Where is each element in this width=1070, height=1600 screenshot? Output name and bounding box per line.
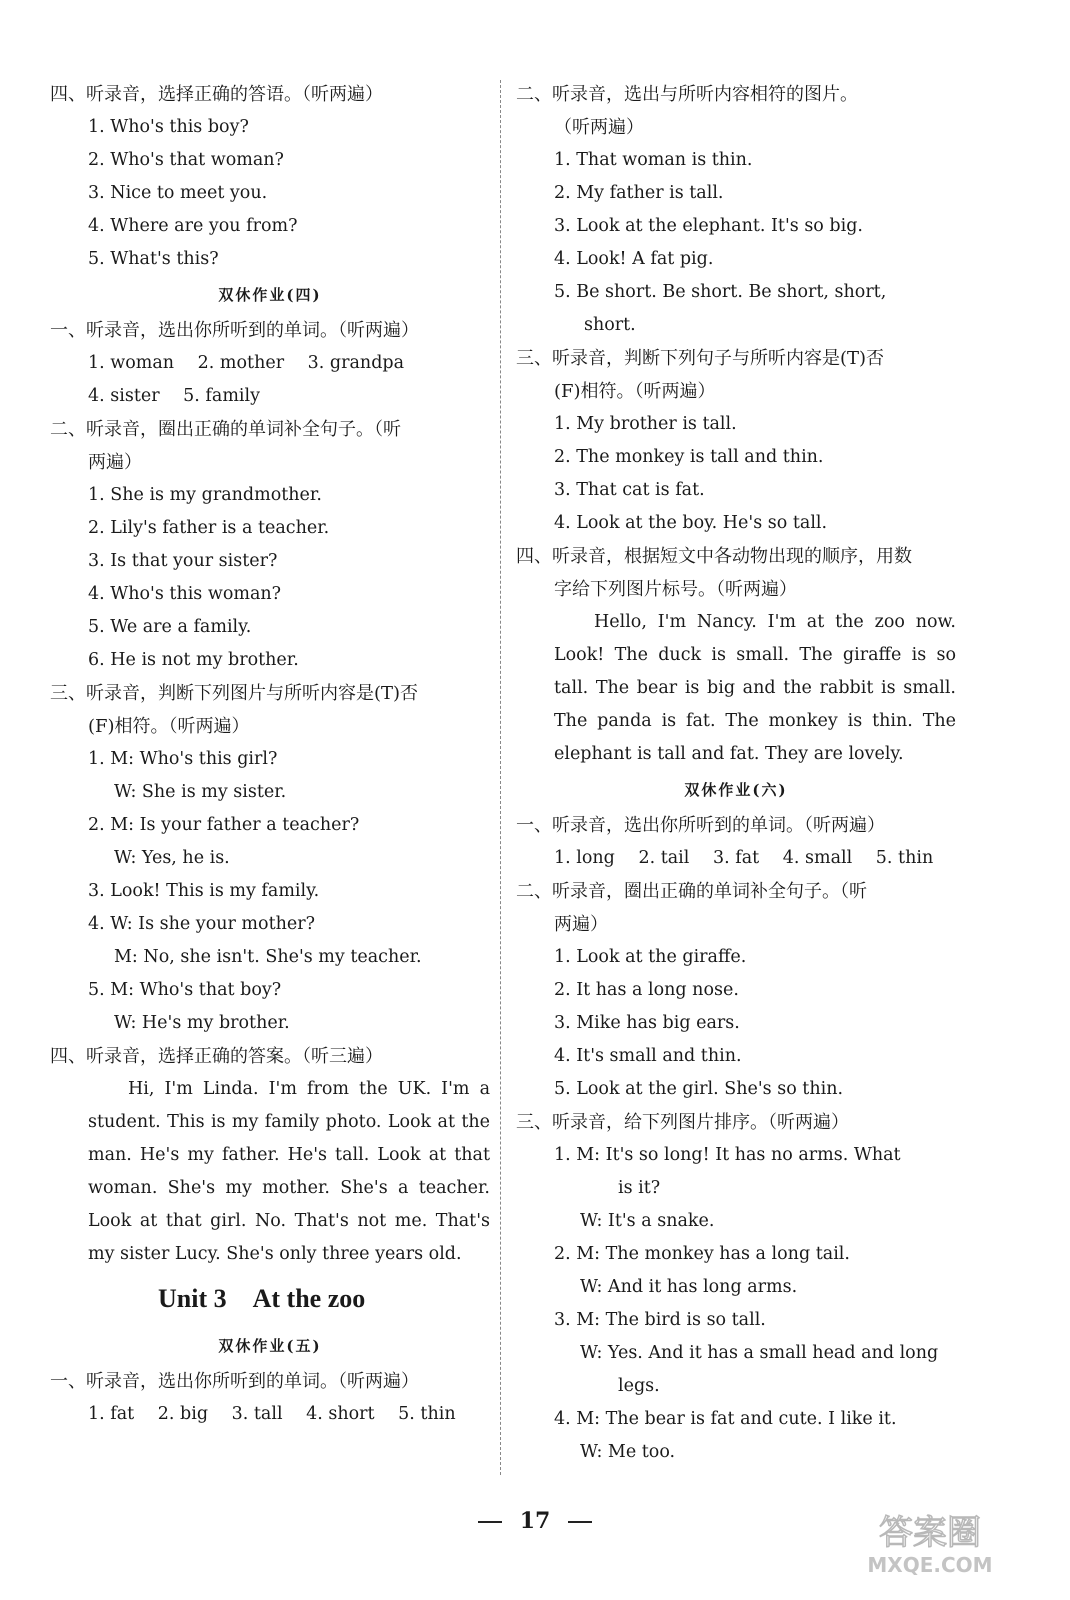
section-heading-continued: 两遍）	[554, 914, 608, 935]
word-row	[50, 347, 490, 380]
dialogue-line: 4. W: Is she your mother?	[88, 914, 315, 934]
word-item: 3. grandpa	[307, 353, 405, 373]
word-item: 5. family	[183, 386, 261, 406]
dialogue-line: is it?	[618, 1178, 661, 1198]
list-item: 5. Look at the girl. She's so thin.	[554, 1079, 844, 1099]
word-item: 3. fat	[712, 848, 760, 868]
word-item: 4. sister	[88, 386, 160, 406]
list-item: 1. That woman is thin.	[554, 150, 753, 170]
dialogue-line: 3. Look! This is my family.	[88, 881, 320, 901]
dialogue-line: legs.	[618, 1376, 660, 1396]
list-item: 1. My brother is tall.	[554, 414, 737, 434]
section-heading: 四、听录音，选择正确的答案。（听三遍）	[50, 1046, 383, 1067]
section-heading-continued: 两遍）	[88, 452, 142, 473]
list-item: 1. She is my grandmother.	[88, 485, 322, 505]
word-item: 2. tail	[638, 848, 690, 868]
list-item: 4. Look at the boy. He's so tall.	[554, 513, 828, 533]
list-item: 4. Look! A fat pig.	[554, 249, 714, 269]
dialogue-line: W: And it has long arms.	[580, 1277, 798, 1297]
word-item: 3. tall	[231, 1404, 283, 1424]
section-heading: 二、听录音，圈出正确的单词补全句子。（听	[516, 881, 867, 902]
list-item: 4. Who's this woman?	[88, 584, 282, 604]
list-item: 4. Where are you from?	[88, 216, 298, 236]
list-item: 3. Mike has big ears.	[554, 1013, 740, 1033]
word-item: 4. short	[306, 1404, 375, 1424]
page-number: 17	[519, 1508, 551, 1534]
section-heading: 二、听录音，圈出正确的单词补全句子。（听	[50, 419, 401, 440]
passage	[50, 1073, 490, 1271]
word-row	[516, 842, 956, 875]
section-heading-continued: （听两遍）	[554, 117, 644, 138]
unit-name: At the zoo	[252, 1284, 366, 1313]
footer-dash	[568, 1521, 592, 1523]
dialogue-line: 5. M: Who's that boy?	[88, 980, 282, 1000]
list-item: 6. He is not my brother.	[88, 650, 299, 670]
left-column	[50, 78, 490, 1431]
dialogue-line: W: Yes. And it has a small head and long	[580, 1343, 939, 1363]
unit-number: Unit 3	[158, 1284, 227, 1313]
dialogue-line: W: It's a snake.	[580, 1211, 715, 1231]
column-divider	[500, 80, 501, 1475]
dialogue-line: 1. M: Who's this girl?	[88, 749, 278, 769]
dialogue-line: W: Me too.	[580, 1442, 676, 1462]
right-column	[516, 78, 956, 1469]
footer-dash	[478, 1521, 502, 1523]
word-item: 1. long	[554, 848, 615, 868]
list-item: 2. Who's that woman?	[88, 150, 284, 170]
list-item: 3. Look at the elephant. It's so big.	[554, 216, 863, 236]
homework-title: 双休作业(六)	[684, 781, 788, 799]
homework-title: 双休作业(五)	[218, 1337, 322, 1355]
word-row	[50, 1398, 490, 1431]
word-item: 2. mother	[197, 353, 285, 373]
section-heading: 二、听录音，选出与所听内容相符的图片。	[516, 84, 858, 105]
word-item: 5. thin	[398, 1404, 456, 1424]
dialogue-line: 1. M: It's so long! It has no arms. What	[554, 1145, 901, 1165]
list-item: 4. It's small and thin.	[554, 1046, 742, 1066]
list-item: 3. That cat is fat.	[554, 480, 705, 500]
section-heading: 一、听录音，选出你所听到的单词。（听两遍）	[50, 1371, 419, 1392]
list-item: 3. Nice to meet you.	[88, 183, 268, 203]
list-item: 2. My father is tall.	[554, 183, 724, 203]
section-heading-continued: (F)相符。（听两遍）	[88, 716, 250, 737]
list-item: 5. Be short. Be short. Be short, short,	[554, 282, 887, 302]
homework-title: 双休作业(四)	[218, 286, 322, 304]
list-item: 1. Look at the giraffe.	[554, 947, 747, 967]
dialogue-line: W: Yes, he is.	[114, 848, 230, 868]
word-item: 2. big	[157, 1404, 209, 1424]
passage-text: Hi, I'm Linda. I'm from the UK. I'm a student. This is my family photo. Look at the man. He's my father. He's tall. Look at that woman. She's my mother. She's a teacher. Look at that girl. No. That's not me. That's my sister Lucy. She's only three years old.	[88, 1079, 490, 1264]
list-item: 2. It has a long nose.	[554, 980, 739, 1000]
section-heading: 三、听录音，给下列图片排序。（听两遍）	[516, 1112, 849, 1133]
list-item: 2. The monkey is tall and thin.	[554, 447, 824, 467]
section-heading-continued: (F)相符。（听两遍）	[554, 381, 716, 402]
section-heading: 三、听录音，判断下列句子与所听内容是(T)否	[516, 348, 885, 369]
list-item: 2. Lily's father is a teacher.	[88, 518, 330, 538]
word-row	[50, 380, 490, 413]
word-item: 1. woman	[88, 353, 175, 373]
section-heading-continued: 字给下列图片标号。（听两遍）	[554, 579, 797, 600]
word-item: 1. fat	[88, 1404, 135, 1424]
word-item: 5. thin	[875, 848, 934, 868]
watermark-logo	[860, 1508, 1000, 1578]
section-heading: 四、听录音，选择正确的答语。（听两遍）	[50, 84, 383, 105]
watermark-text: MXQE.COM	[867, 1553, 993, 1577]
unit-title	[50, 1271, 490, 1327]
dialogue-line: 4. M: The bear is fat and cute. I like it.	[554, 1409, 897, 1429]
section-heading: 三、听录音，判断下列图片与所听内容是(T)否	[50, 683, 419, 704]
list-item: 5. We are a family.	[88, 617, 252, 637]
dialogue-line: M: No, she isn't. She's my teacher.	[114, 947, 422, 967]
section-heading: 一、听录音，选出你所听到的单词。（听两遍）	[516, 815, 885, 836]
section-heading: 一、听录音，选出你所听到的单词。（听两遍）	[50, 320, 419, 341]
list-item: 5. What's this?	[88, 249, 219, 269]
list-item: 3. Is that your sister?	[88, 551, 278, 571]
dialogue-line: 2. M: Is your father a teacher?	[88, 815, 360, 835]
list-item-continued: short.	[584, 315, 636, 335]
section-heading: 四、听录音，根据短文中各动物出现的顺序，用数	[516, 546, 912, 567]
passage-text: Hello, I'm Nancy. I'm at the zoo now. Look! The duck is small. The giraffe is so tall. The bear is big and the rabbit is small. The panda is fat. The monkey is thin. The elephant is tall and fat. They are lovely.	[554, 612, 956, 764]
dialogue-line: 3. M: The bird is so tall.	[554, 1310, 766, 1330]
watermark-logo-text: 答案圈	[879, 1513, 981, 1553]
word-item: 4. small	[782, 848, 853, 868]
passage	[516, 606, 956, 771]
dialogue-line: W: He's my brother.	[114, 1013, 290, 1033]
dialogue-line: 2. M: The monkey has a long tail.	[554, 1244, 850, 1264]
list-item: 1. Who's this boy?	[88, 117, 249, 137]
dialogue-line: W: She is my sister.	[114, 782, 287, 802]
